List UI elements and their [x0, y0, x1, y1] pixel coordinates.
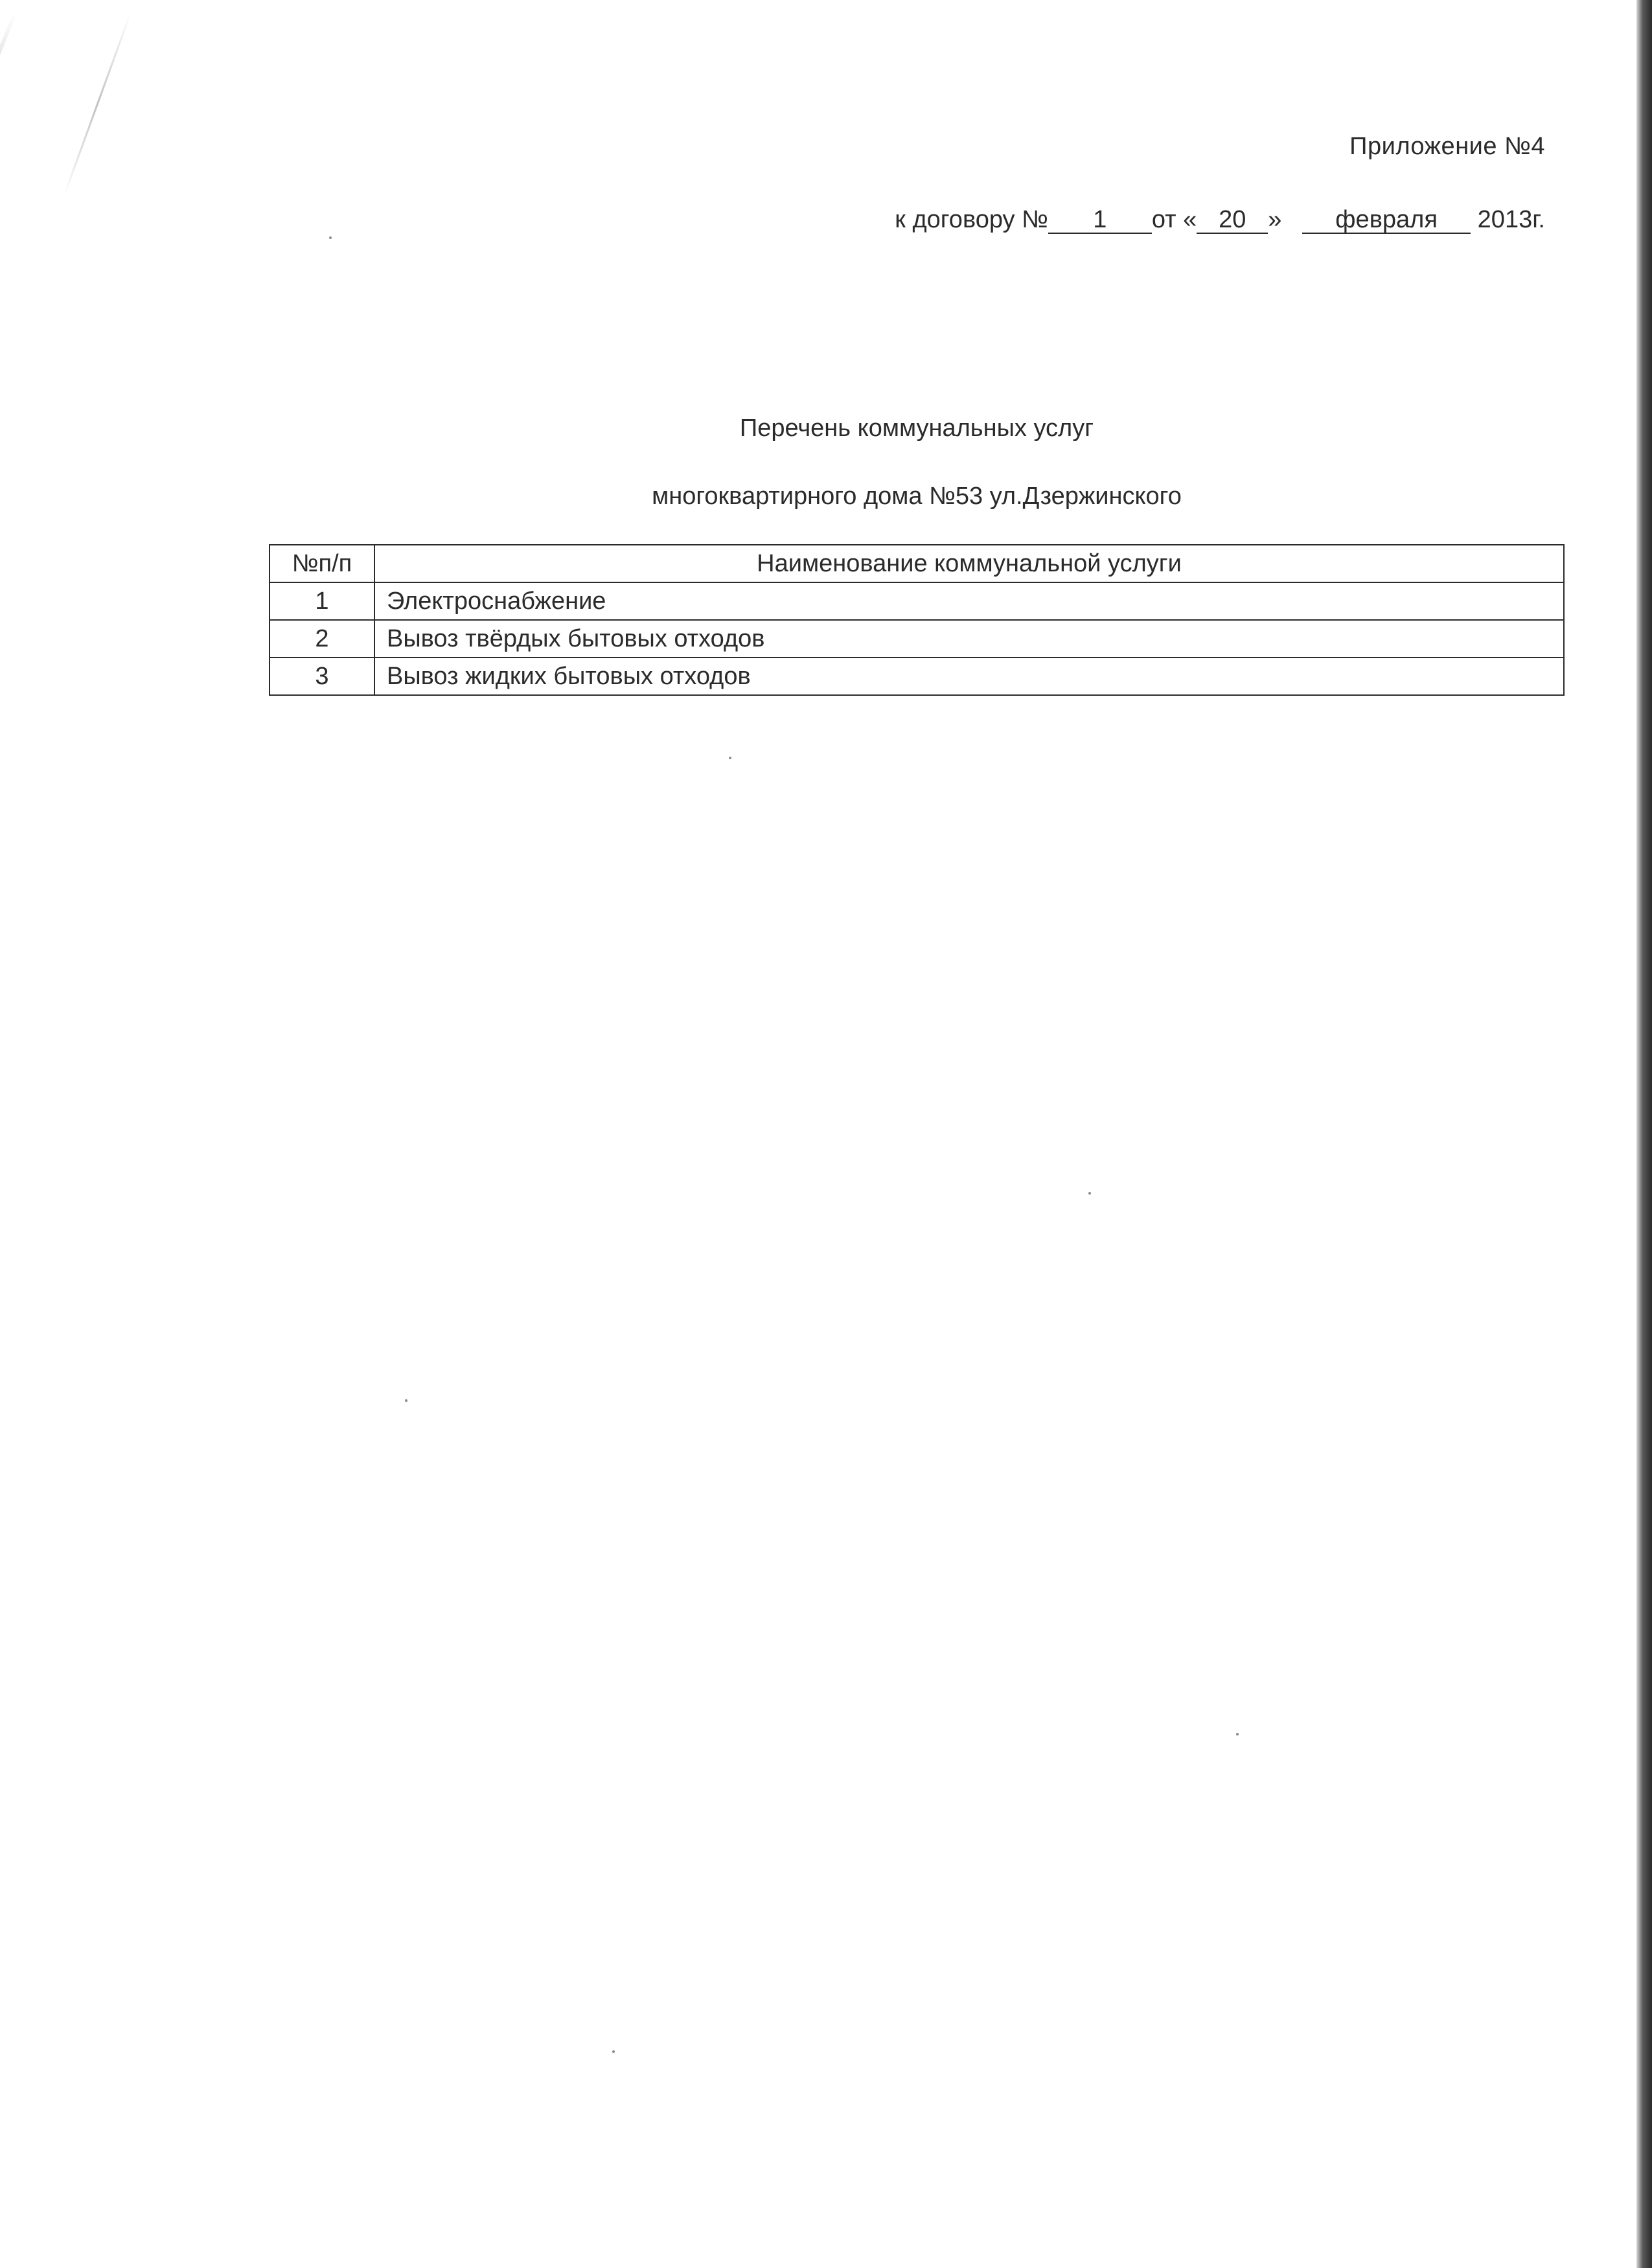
- row-number: 2: [270, 620, 374, 658]
- column-header-service-name: Наименование коммунальной услуги: [374, 545, 1564, 582]
- date-day: 20: [1197, 207, 1268, 234]
- scan-speck: [405, 1399, 407, 1402]
- date-year: 2013г.: [1477, 206, 1545, 233]
- scan-speck: [1088, 1192, 1091, 1195]
- scan-speck: [1236, 1733, 1239, 1735]
- table-row: [270, 620, 1564, 658]
- scan-speck: [729, 757, 731, 759]
- table-row: [270, 582, 1564, 620]
- scan-streak: [0, 13, 17, 231]
- appendix-label: Приложение №4: [1349, 133, 1545, 160]
- service-name: Электроснабжение: [374, 582, 1564, 620]
- scan-shadow-edge: [1636, 0, 1652, 2268]
- date-close-quote: »: [1268, 206, 1282, 233]
- contract-number: 1: [1048, 207, 1152, 234]
- scan-streak: [63, 13, 131, 196]
- scan-speck: [329, 236, 332, 239]
- column-header-number: №п/п: [270, 545, 374, 582]
- date-prefix: от «: [1151, 206, 1197, 233]
- document-subtitle: многоквартирного дома №53 ул.Дзержинского: [652, 483, 1182, 510]
- table-row: [270, 658, 1564, 695]
- row-number: 1: [270, 582, 374, 620]
- row-number: 3: [270, 658, 374, 695]
- contract-prefix: к договору №: [895, 206, 1048, 233]
- date-month: февраля: [1302, 207, 1471, 234]
- services-table: [269, 544, 1565, 696]
- document-title: Перечень коммунальных услуг: [739, 415, 1094, 442]
- table-header-row: [270, 545, 1564, 582]
- service-name: Вывоз твёрдых бытовых отходов: [374, 620, 1564, 658]
- contract-reference: [895, 206, 1545, 234]
- service-name: Вывоз жидких бытовых отходов: [374, 658, 1564, 695]
- scan-speck: [612, 2050, 615, 2053]
